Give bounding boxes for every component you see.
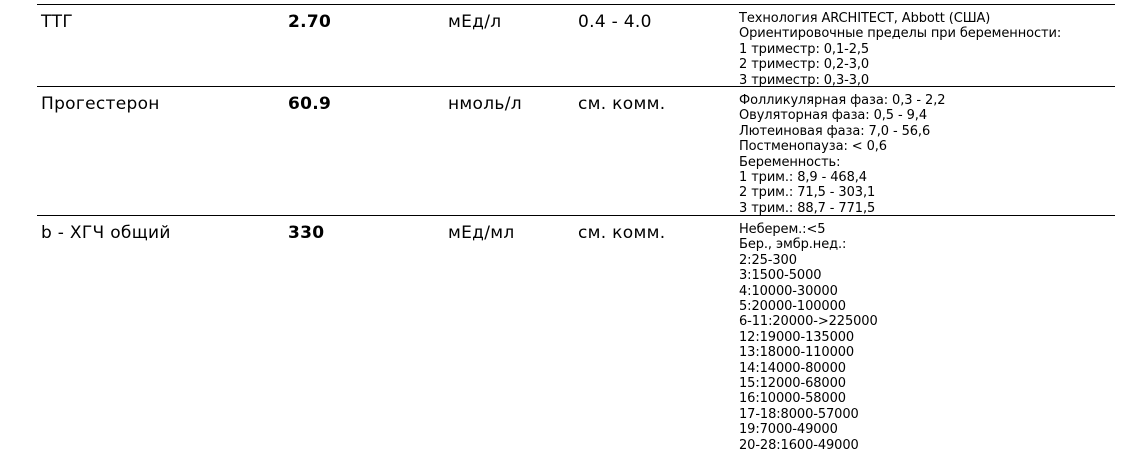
comment-line: 12:19000-135000 [739,329,855,345]
comment-line: 6-11:20000->225000 [739,314,878,330]
comment-line: Постменопауза: < 0,6 [739,139,887,155]
comment-line: 16:10000-58000 [739,391,846,407]
result-row-hcg [37,215,1115,455]
comment-line: 1 триместр: 0,1-2,5 [739,41,870,57]
test-name: Прогестерон [41,94,160,114]
comment-line: 3:1500-5000 [739,268,822,284]
result-row-ttg [37,4,1115,86]
comment-line: 19:7000-49000 [739,422,838,438]
test-name: ТТГ [41,12,74,32]
comment-line: Фолликулярная фаза: 0,3 - 2,2 [739,93,946,108]
comment-line: 14:14000-80000 [739,360,846,376]
test-unit: нмоль/л [448,94,522,114]
comment-line: Ориентировочные пределы при беременности: [739,26,1062,42]
comment-line: 2:25-300 [739,252,797,268]
comment-line: 3 трим.: 88,7 - 771,5 [739,200,876,216]
comment-line: Овуляторная фаза: 0,5 - 9,4 [739,108,927,124]
comment-line: Беременность: [739,154,841,170]
test-reference-range: 0.4 - 4.0 [578,12,652,32]
comment-line: 1 трим.: 8,9 - 468,4 [739,170,867,186]
test-unit: мЕд/мл [448,223,515,243]
comment-line: 20-28:1600-49000 [739,437,859,453]
test-name: b - ХГЧ общий [41,223,171,243]
comment-line: 15:12000-68000 [739,376,846,392]
lab-results-table [37,4,1115,455]
test-value: 60.9 [288,94,332,114]
comment-line: 2 триместр: 0,2-3,0 [739,57,870,73]
test-comment [739,93,1109,216]
comment-line: Технология ARCHITECT, Abbott (США) [739,11,991,26]
test-reference-range: см. комм. [578,223,666,243]
comment-line: 3 триместр: 0,3-3,0 [739,72,870,88]
comment-line: 2 трим.: 71,5 - 303,1 [739,185,876,201]
comment-line: 5:20000-100000 [739,299,846,315]
comment-line: Неберем.:<5 [739,222,826,237]
test-value: 2.70 [288,12,332,32]
comment-line: 4:10000-30000 [739,283,838,299]
test-value: 330 [288,223,325,243]
comment-line: Бер., эмбр.нед.: [739,237,847,253]
comment-line: 13:18000-110000 [739,345,855,361]
test-comment [739,11,1109,88]
result-row-progesterone [37,86,1115,215]
test-comment [739,222,1109,453]
test-unit: мЕд/л [448,12,502,32]
comment-line: Лютеиновая фаза: 7,0 - 56,6 [739,123,931,139]
test-reference-range: см. комм. [578,94,666,114]
comment-line: 17-18:8000-57000 [739,406,859,422]
